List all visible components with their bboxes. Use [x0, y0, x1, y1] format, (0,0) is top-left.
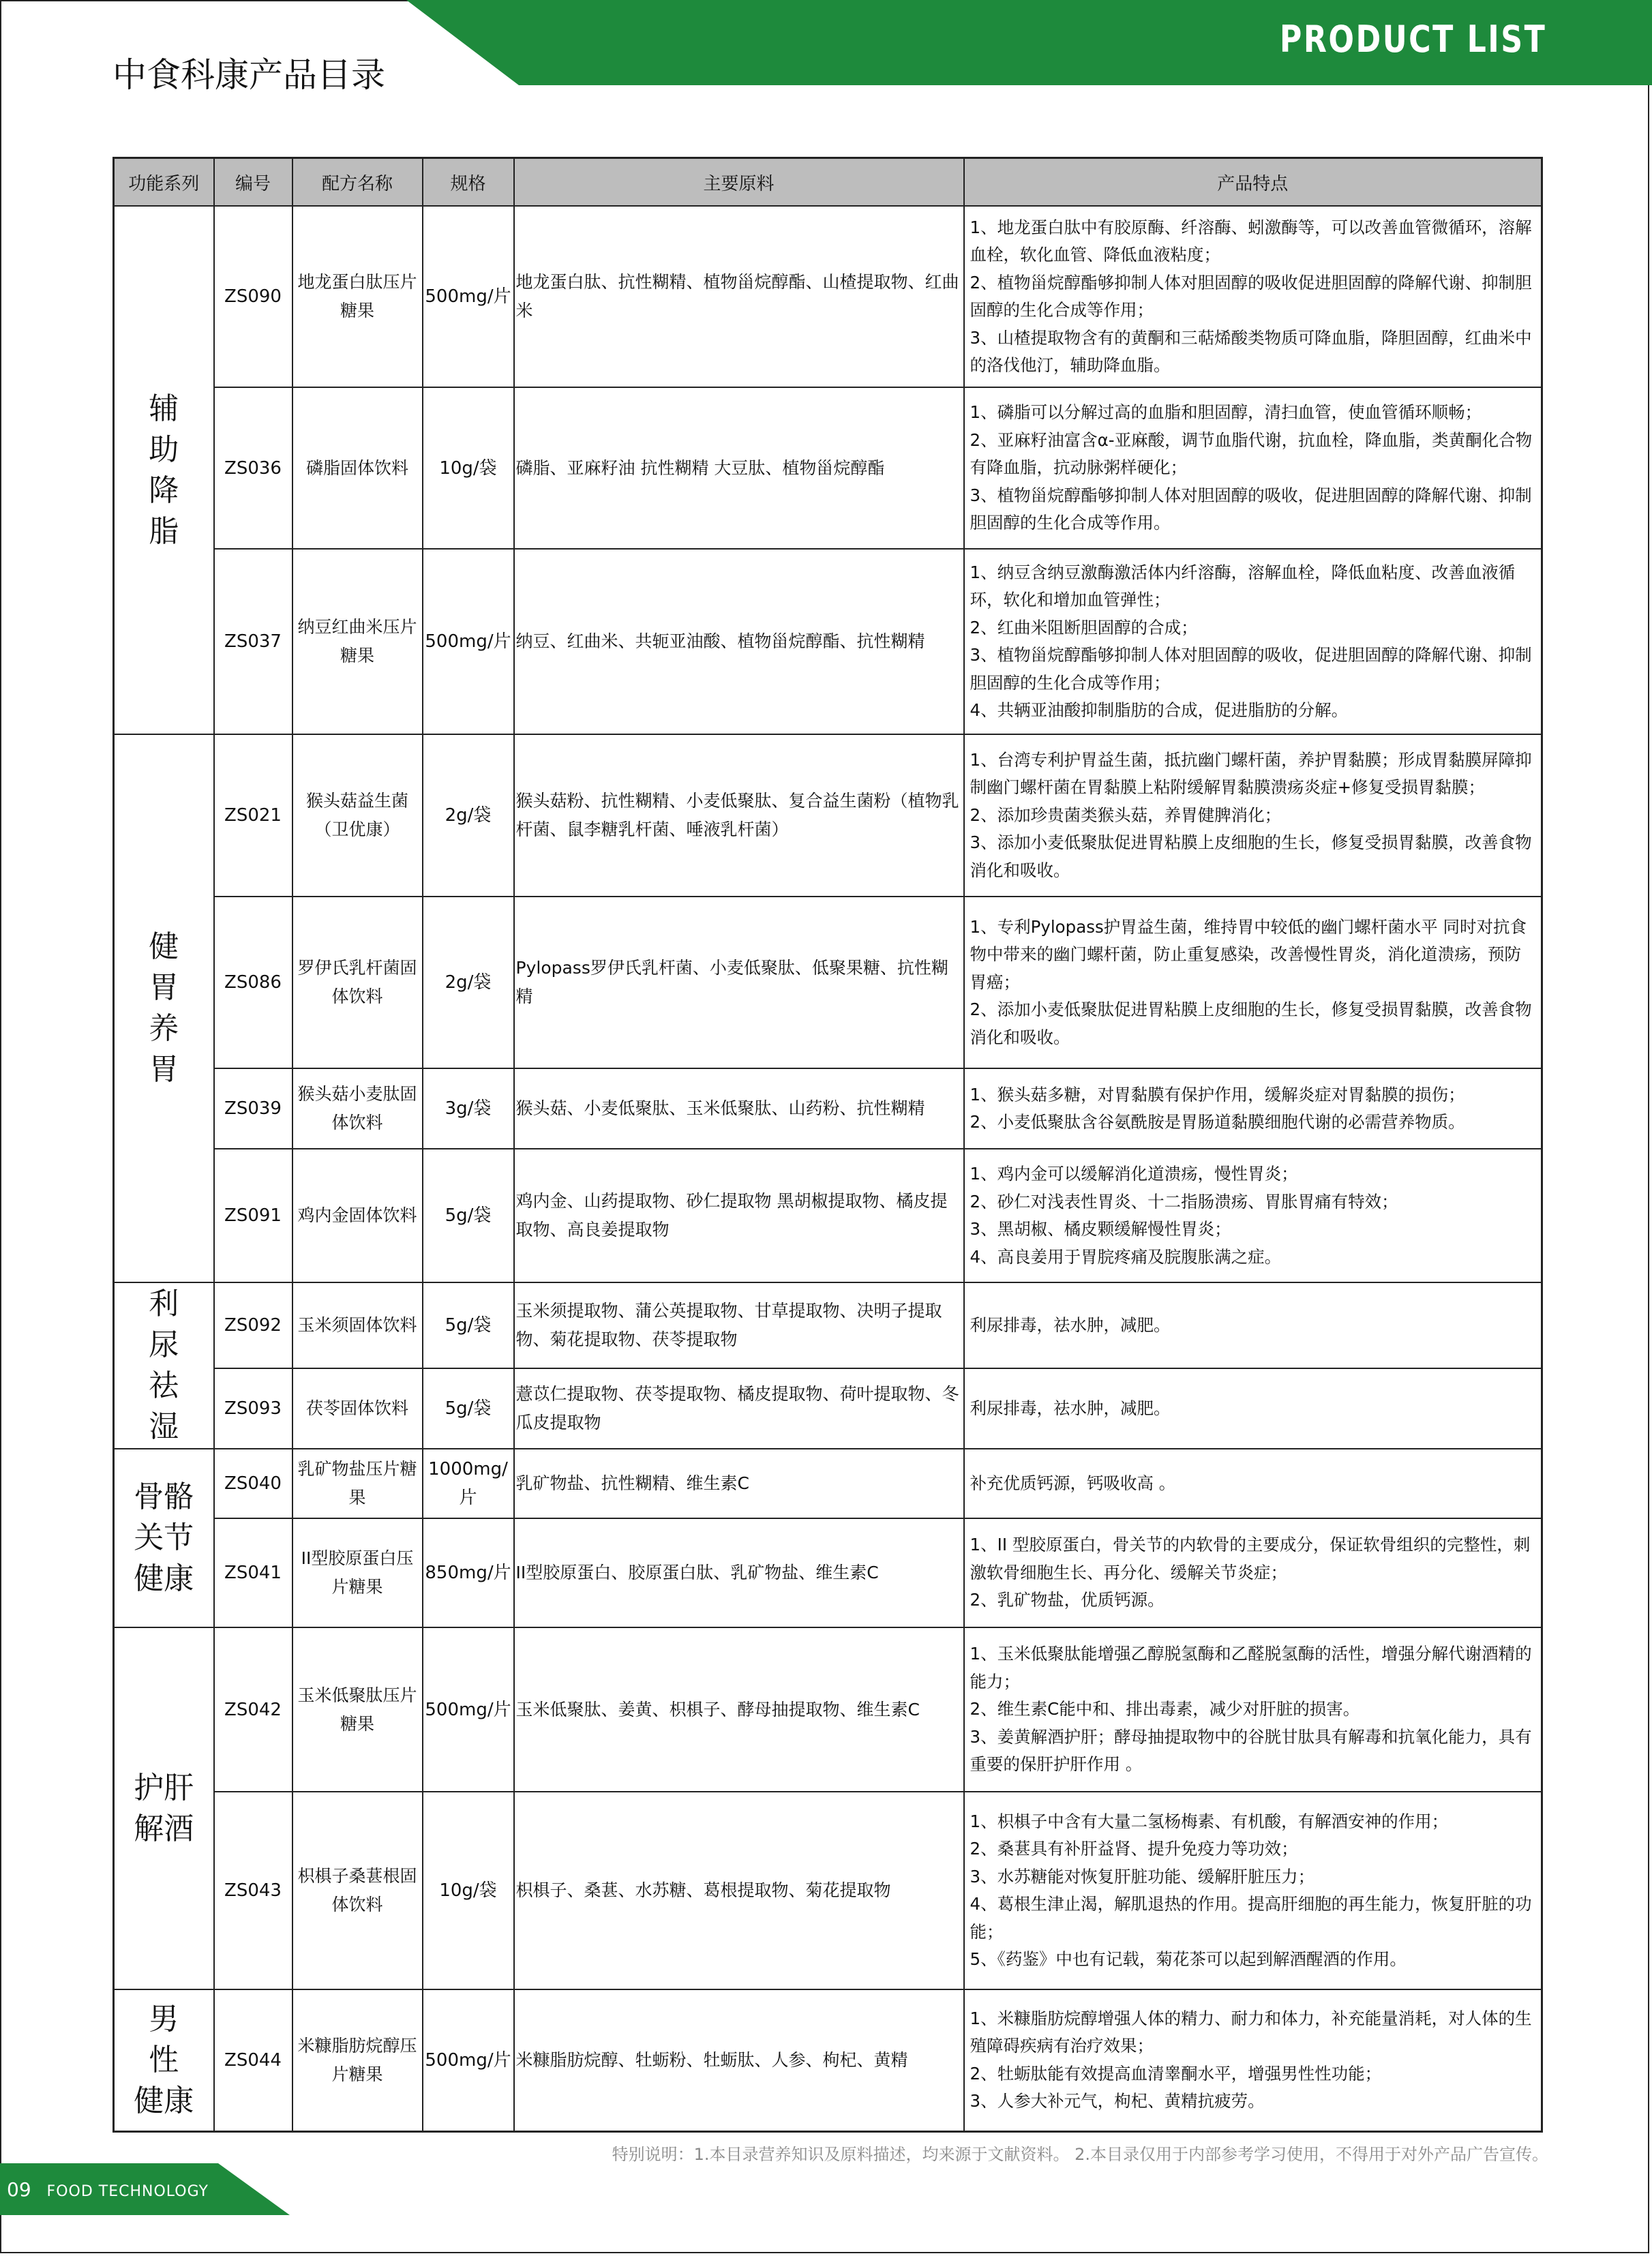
feature-line: 4、高良姜用于胃脘疼痛及脘腹胀满之症。	[970, 1246, 1282, 1267]
feature-line: 1、专利Pylopass护胃益生菌，维持胃中较低的幽门螺杆菌水平 同时对抗食物中带来的幽门螺杆菌，防止重复感染，改善慢性胃炎，消化道溃疡，预防胃癌；	[970, 916, 1527, 992]
product-name: 乳矿物盐压片糖果	[292, 1449, 423, 1518]
product-spec: 2g/袋	[423, 897, 514, 1068]
table-row	[114, 1518, 1542, 1627]
table-row	[114, 897, 1542, 1068]
product-name: 茯苓固体饮料	[292, 1368, 423, 1449]
product-name: II型胶原蛋白压片糖果	[292, 1518, 423, 1627]
product-features	[964, 1149, 1542, 1282]
table-row	[114, 1792, 1542, 1989]
table-header-row	[114, 158, 1542, 207]
product-code: ZS090	[214, 206, 292, 387]
product-ingredients: 猴头菇粉、抗性糊精、小麦低聚肽、复合益生菌粉（植物乳杆菌、鼠李糖乳杆菌、唾液乳杆菌）	[514, 734, 964, 897]
feature-line: 2、牡蛎肽能有效提高血清睾酮水平，增强男性性功能；	[970, 2063, 1382, 2084]
product-spec: 5g/袋	[423, 1368, 514, 1449]
feature-line: 2、添加珍贵菌类猴头菇，养胃健脾消化；	[970, 804, 1282, 825]
function-group-label: 健 胃 养 胃	[114, 734, 214, 1282]
feature-line: 2、添加小麦低聚肽促进胃粘膜上皮细胞的生长，修复受损胃黏膜，改善食物消化和吸收。	[970, 999, 1532, 1047]
product-ingredients: 薏苡仁提取物、茯苓提取物、橘皮提取物、荷叶提取物、冬瓜皮提取物	[514, 1368, 964, 1449]
product-code: ZS040	[214, 1449, 292, 1518]
product-ingredients: 枳椇子、桑葚、水苏糖、葛根提取物、菊花提取物	[514, 1792, 964, 1989]
feature-line: 2、砂仁对浅表性胃炎、十二指肠溃疡、胃胀胃痛有特效；	[970, 1191, 1398, 1212]
feature-line: 1、纳豆含纳豆激酶激活体内纤溶酶，溶解血栓，降低血粘度、改善血液循环，软化和增加血管弹性；	[970, 562, 1516, 610]
feature-line: 补充优质钙源，钙吸收高 。	[970, 1473, 1176, 1493]
product-ingredients: 磷脂、亚麻籽油 抗性糊精 大豆肽、植物甾烷醇酯	[514, 387, 964, 549]
product-spec: 5g/袋	[423, 1149, 514, 1282]
product-features	[964, 897, 1542, 1068]
product-code: ZS042	[214, 1627, 292, 1792]
feature-line: 2、小麦低聚肽含谷氨酰胺是胃肠道黏膜细胞代谢的必需营养物质。	[970, 1112, 1465, 1132]
column-header-features: 产品特点	[964, 158, 1542, 207]
product-code: ZS092	[214, 1282, 292, 1368]
feature-line: 1、米糠脂肪烷醇增强人体的精力、耐力和体力，补充能量消耗，对人体的生殖障碍疾病有治疗效果；	[970, 2008, 1532, 2056]
product-features	[964, 1627, 1542, 1792]
feature-line: 2、亚麻籽油富含α-亚麻酸，调节血脂代谢，抗血栓，降血脂，类黄酮化合物有降血脂，抗动脉粥样硬化；	[970, 430, 1533, 478]
table-row	[114, 1989, 1542, 2131]
table-row	[114, 387, 1542, 549]
product-name: 玉米低聚肽压片糖果	[292, 1627, 423, 1792]
page-number: 09	[7, 2178, 31, 2201]
product-code: ZS036	[214, 387, 292, 549]
feature-line: 2、乳矿物盐，优质钙源。	[970, 1590, 1165, 1610]
product-spec: 2g/袋	[423, 734, 514, 897]
feature-line: 3、水苏糖能对恢复肝脏功能、缓解肝脏压力；	[970, 1866, 1315, 1886]
table-row	[114, 1627, 1542, 1792]
column-header-function: 功能系列	[114, 158, 214, 207]
function-group-label: 利 尿 祛 湿	[114, 1282, 214, 1449]
product-spec: 3g/袋	[423, 1068, 514, 1149]
product-name: 地龙蛋白肽压片糖果	[292, 206, 423, 387]
banner-title: PRODUCT LIST	[1279, 18, 1546, 61]
product-features	[964, 734, 1542, 897]
product-name: 枳椇子桑葚根固体饮料	[292, 1792, 423, 1989]
product-features	[964, 206, 1542, 387]
feature-line: 1、枳椇子中含有大量二氢杨梅素、有机酸，有解酒安神的作用；	[970, 1811, 1449, 1831]
feature-line: 3、植物甾烷醇酯够抑制人体对胆固醇的吸收，促进胆固醇的降解代谢、抑制胆固醇的生化合成等作用。	[970, 485, 1532, 533]
feature-line: 2、红曲米阻断胆固醇的合成；	[970, 617, 1198, 637]
product-code: ZS037	[214, 549, 292, 734]
product-ingredients: 玉米须提取物、蒲公英提取物、甘草提取物、决明子提取物、菊花提取物、茯苓提取物	[514, 1282, 964, 1368]
feature-line: 4、共辆亚油酸抑制脂肪的合成，促进脂肪的分解。	[970, 700, 1349, 720]
product-spec: 500mg/片	[423, 1989, 514, 2131]
function-group-label: 男 性 健康	[114, 1989, 214, 2131]
feature-line: 1、猴头菇多糖，对胃黏膜有保护作用，缓解炎症对胃黏膜的损伤；	[970, 1084, 1465, 1104]
feature-line: 3、植物甾烷醇酯够抑制人体对胆固醇的吸收，促进胆固醇的降解代谢、抑制胆固醇的生化合成等作用；	[970, 645, 1532, 693]
feature-line: 3、添加小麦低聚肽促进胃粘膜上皮细胞的生长，修复受损胃黏膜，改善食物消化和吸收。	[970, 832, 1532, 880]
feature-line: 4、葛根生津止渴，解肌退热的作用。提高肝细胞的再生能力，恢复肝脏的功能；	[970, 1894, 1532, 1942]
table-row	[114, 549, 1542, 734]
feature-line: 3、黑胡椒、橘皮颗缓解慢性胃炎；	[970, 1219, 1231, 1239]
feature-line: 利尿排毒，祛水肿，减肥。	[970, 1398, 1171, 1418]
page-title: 中食科康产品目录	[112, 55, 385, 95]
feature-line: 1、地龙蛋白肽中有胶原酶、纤溶酶、蚓激酶等，可以改善血管微循环，溶解血栓，软化血管、降低血液粘度；	[970, 217, 1532, 265]
product-features	[964, 1518, 1542, 1627]
table-row	[114, 1282, 1542, 1368]
product-ingredients: Pylopass罗伊氏乳杆菌、小麦低聚肽、低聚果糖、抗性糊精	[514, 897, 964, 1068]
product-spec: 10g/袋	[423, 387, 514, 549]
function-group-label: 辅 助 降 脂	[114, 206, 214, 734]
feature-line: 1、玉米低聚肽能增强乙醇脱氢酶和乙醛脱氢酶的活性，增强分解代谢酒精的能力；	[970, 1644, 1532, 1691]
product-name: 磷脂固体饮料	[292, 387, 423, 549]
product-spec: 5g/袋	[423, 1282, 514, 1368]
product-ingredients: 玉米低聚肽、姜黄、枳椇子、酵母抽提取物、维生素C	[514, 1627, 964, 1792]
product-ingredients: 鸡内金、山药提取物、砂仁提取物 黑胡椒提取物、橘皮提取物、高良姜提取物	[514, 1149, 964, 1282]
feature-line: 2、桑葚具有补肝益肾、提升免疫力等功效；	[970, 1839, 1298, 1859]
product-features	[964, 1068, 1542, 1149]
product-ingredients: 乳矿物盐、抗性糊精、维生素C	[514, 1449, 964, 1518]
feature-line: 1、II 型胶原蛋白，骨关节的内软骨的主要成分，保证软骨组织的完整性，刺激软骨细胞生长、再分化、缓解关节炎症；	[970, 1535, 1531, 1582]
product-code: ZS091	[214, 1149, 292, 1282]
product-ingredients: II型胶原蛋白、胶原蛋白肽、乳矿物盐、维生素C	[514, 1518, 964, 1627]
product-code: ZS041	[214, 1518, 292, 1627]
feature-line: 3、山楂提取物含有的黄酮和三萜烯酸类物质可降血脂，降胆固醇，红曲米中的洛伐他汀，辅助降血脂。	[970, 327, 1532, 375]
product-ingredients: 米糠脂肪烷醇、牡蛎粉、牡蛎肽、人参、枸杞、黄精	[514, 1989, 964, 2131]
function-group-label: 骨骼 关节 健康	[114, 1449, 214, 1627]
feature-line: 1、台湾专利护胃益生菌，抵抗幽门螺杆菌，养护胃黏膜；形成胃黏膜屏障抑制幽门螺杆菌在胃黏膜上粘附缓解胃黏膜溃疡炎症+修复受损胃黏膜；	[970, 749, 1532, 798]
column-header-ingredients: 主要原料	[514, 158, 964, 207]
product-spec: 500mg/片	[423, 206, 514, 387]
column-header-name: 配方名称	[292, 158, 423, 207]
product-ingredients: 猴头菇、小麦低聚肽、玉米低聚肽、山药粉、抗性糊精	[514, 1068, 964, 1149]
product-name: 罗伊氏乳杆菌固体饮料	[292, 897, 423, 1068]
product-code: ZS043	[214, 1792, 292, 1989]
product-features	[964, 387, 1542, 549]
function-group-label: 护肝 解酒	[114, 1627, 214, 1989]
feature-line: 1、磷脂可以分解过高的血脂和胆固醇，清扫血管，使血管循环顺畅；	[970, 402, 1482, 423]
feature-line: 1、鸡内金可以缓解消化道溃疡，慢性胃炎；	[970, 1164, 1298, 1184]
product-name: 猴头菇小麦肽固体饮料	[292, 1068, 423, 1149]
special-note: 特别说明：1.本目录营养知识及原料描述，均来源于文献资料。 2.本目录仅用于内部参考学习使用，不得用于对外产品广告宣传。	[612, 2145, 1548, 2164]
product-features	[964, 1792, 1542, 1989]
feature-line: 3、人参大补元气，枸杞、黄精抗疲劳。	[970, 2091, 1265, 2111]
product-features	[964, 1282, 1542, 1368]
product-ingredients: 地龙蛋白肽、抗性糊精、植物甾烷醇酯、山楂提取物、红曲米	[514, 206, 964, 387]
footer-title: FOOD TECHNOLOGY	[46, 2183, 209, 2200]
product-name: 猴头菇益生菌（卫优康）	[292, 734, 423, 897]
product-code: ZS021	[214, 734, 292, 897]
product-spec: 1000mg/片	[423, 1449, 514, 1518]
feature-line: 2、维生素C能中和、排出毒素，减少对肝脏的损害。	[970, 1699, 1360, 1719]
product-ingredients: 纳豆、红曲米、共轭亚油酸、植物甾烷醇酯、抗性糊精	[514, 549, 964, 734]
product-features	[964, 1368, 1542, 1449]
product-code: ZS039	[214, 1068, 292, 1149]
product-features	[964, 549, 1542, 734]
product-spec: 10g/袋	[423, 1792, 514, 1989]
product-spec: 850mg/片	[423, 1518, 514, 1627]
footer-label	[7, 2178, 209, 2201]
table-row	[114, 1449, 1542, 1518]
product-table	[112, 157, 1543, 2133]
product-code: ZS044	[214, 1989, 292, 2131]
table-row	[114, 206, 1542, 387]
product-code: ZS086	[214, 897, 292, 1068]
product-name: 玉米须固体饮料	[292, 1282, 423, 1368]
feature-line: 2、植物甾烷醇酯够抑制人体对胆固醇的吸收促进胆固醇的降解代谢、抑制胆固醇的生化合成等作用；	[970, 272, 1532, 320]
table-row	[114, 1068, 1542, 1149]
table-row	[114, 1368, 1542, 1449]
product-features	[964, 1449, 1542, 1518]
table-row	[114, 734, 1542, 897]
feature-line: 利尿排毒，祛水肿，减肥。	[970, 1314, 1171, 1335]
product-name: 纳豆红曲米压片糖果	[292, 549, 423, 734]
feature-line: 5、《药鉴》中也有记载，菊花茶可以起到解酒醒酒的作用。	[970, 1949, 1407, 1969]
product-name: 米糠脂肪烷醇压片糖果	[292, 1989, 423, 2131]
feature-line: 3、姜黄解酒护肝；酵母抽提取物中的谷胱甘肽具有解毒和抗氧化能力，具有重要的保肝护肝作用 。	[970, 1726, 1532, 1775]
product-spec: 500mg/片	[423, 1627, 514, 1792]
product-spec: 500mg/片	[423, 549, 514, 734]
product-code: ZS093	[214, 1368, 292, 1449]
product-features	[964, 1989, 1542, 2131]
column-header-spec: 规格	[423, 158, 514, 207]
column-header-code: 编号	[214, 158, 292, 207]
table-row	[114, 1149, 1542, 1282]
product-name: 鸡内金固体饮料	[292, 1149, 423, 1282]
